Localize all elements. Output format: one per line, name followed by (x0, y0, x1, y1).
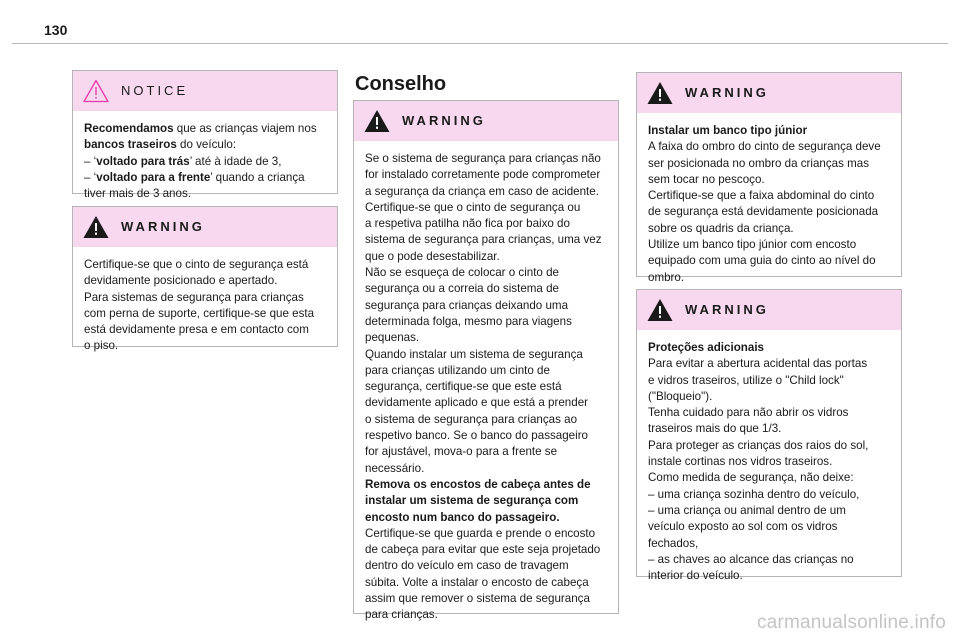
text-line (648, 519, 891, 535)
text-line (365, 347, 608, 363)
warning-header-right-bottom (637, 290, 901, 330)
warning-body-left (73, 247, 337, 355)
warning-triangle-icon (364, 109, 390, 133)
notice-body (73, 111, 337, 202)
warning-label-middle: WARNING (402, 113, 486, 128)
text-run: que o pode desestabilizar. (365, 249, 500, 263)
bold-text: Recomendamos (84, 122, 174, 135)
text-run: para crianças utilizando um cinto de (365, 363, 550, 377)
watermark: carmanualsonline.info (756, 612, 946, 633)
bold-text: bancos traseiros (84, 138, 177, 152)
text-run: respetivo banco. Se o banco do passageiro (365, 429, 589, 443)
text-line (365, 607, 608, 623)
text-line (365, 330, 608, 346)
text-line (84, 170, 327, 186)
text-line (648, 405, 891, 421)
text-run: Quando instalar um sistema de segurança (365, 347, 583, 361)
text-line (365, 281, 608, 297)
text-run: sistema de segurança para crianças, uma vez (365, 233, 602, 247)
text-line (648, 270, 891, 286)
text-line (365, 298, 608, 314)
text-run: ser posicionada no ombro da crianças mas (648, 156, 870, 170)
text-run: fechados, (648, 536, 699, 550)
text-run: Utilize um banco tipo júnior com encosto (648, 238, 857, 252)
warning-triangle-icon (83, 215, 109, 239)
text-line (648, 172, 891, 188)
text-line (365, 510, 608, 526)
text-line (365, 216, 608, 232)
text-line (648, 221, 891, 237)
text-run: o sistema de segurança para crianças ao (365, 412, 578, 426)
bold-text: voltado para a frente (96, 170, 211, 184)
text-run: segurança, certifique-se que este está (365, 380, 562, 394)
warning-label-right-top: WARNING (685, 85, 769, 100)
text-line (365, 558, 608, 574)
text-run: Certifique-se que a faixa abdominal do cinto (648, 189, 875, 203)
warning-label-left: WARNING (121, 219, 205, 234)
text-line (365, 200, 608, 216)
warning-body-right-bottom (637, 330, 901, 584)
text-run: – ‘ (84, 154, 97, 168)
text-run: traseiros mais do que 1/3. (648, 422, 782, 436)
text-line (84, 290, 327, 306)
text-line (648, 123, 891, 139)
text-line (648, 454, 891, 470)
notice-triangle-icon (83, 79, 109, 103)
text-line (648, 356, 891, 372)
text-line (365, 249, 608, 265)
text-run: Certifique-se que o cinto de segurança está (84, 258, 309, 271)
warning-box-middle (353, 100, 619, 622)
text-line (648, 253, 891, 269)
text-run: com perna de suporte, certifique-se que esta (84, 306, 315, 320)
text-run: dentro do veículo em caso de travagem (365, 559, 569, 573)
warning-triangle-icon (647, 81, 673, 105)
text-line (84, 121, 327, 137)
warning-box-right-top (636, 72, 902, 284)
warning-box-right-bottom (636, 289, 902, 583)
text-line (365, 395, 608, 411)
notice-label: NOTICE (121, 83, 189, 98)
text-run: ’ quando a criança (210, 170, 305, 184)
text-run: ’ até à idade de 3, (189, 154, 282, 168)
text-line (365, 379, 608, 395)
text-run: súbita. Volte a instalar o encosto de cabeça (365, 575, 589, 589)
text-run: do veículo: (176, 138, 237, 152)
text-run: – as chaves ao alcance das crianças no (648, 552, 854, 566)
warning-body-middle (354, 141, 618, 624)
text-line (365, 428, 608, 444)
text-run: ("Bloqueio"). (648, 389, 713, 403)
text-run: devidamente aplicado e que está a prender (365, 396, 589, 410)
text-run: sobre os quadris da criança. (648, 221, 794, 235)
text-run: e vidros traseiros, utilize o "Child lock" (648, 373, 844, 387)
text-run: – ‘ (84, 170, 97, 184)
text-run: sem tocar no pescoço. (648, 172, 765, 186)
text-line (84, 154, 327, 170)
text-line (365, 575, 608, 591)
notice-header (73, 71, 337, 111)
text-line (365, 184, 608, 200)
text-line (84, 186, 327, 202)
text-line (648, 340, 891, 356)
text-line (648, 156, 891, 172)
text-run: equipado com uma guia do cinto ao nível do (648, 254, 876, 268)
text-line (648, 487, 891, 503)
bold-text: instalar um sistema de segurança com (365, 494, 579, 508)
text-line (365, 151, 608, 167)
text-line (648, 421, 891, 437)
warning-body-right-top (637, 113, 901, 286)
text-line (648, 470, 891, 486)
warning-header-left (73, 207, 337, 247)
text-run: necessário. (365, 461, 425, 475)
page-number: 130 (44, 22, 68, 38)
text-line (648, 139, 891, 155)
text-run: o piso. (84, 339, 119, 353)
text-line (365, 591, 608, 607)
text-run: tiver mais de 3 anos. (84, 187, 191, 201)
text-run: a respetiva patilha não fica por baixo do (365, 217, 570, 231)
text-run: ombro. (648, 270, 685, 284)
text-line (648, 568, 891, 584)
text-run: Se o sistema de segurança para crianças não (365, 152, 601, 165)
text-run: for instalado corretamente pode comprometer (365, 168, 601, 182)
text-line (365, 363, 608, 379)
text-run: pequenas. (365, 331, 420, 345)
text-line (648, 503, 891, 519)
text-line (365, 314, 608, 330)
text-line (648, 438, 891, 454)
text-line (365, 477, 608, 493)
warning-triangle-icon (647, 298, 673, 322)
text-line (365, 526, 608, 542)
text-run: que as crianças viajem nos (173, 122, 317, 135)
text-run: instale cortinas nos vidros traseiros. (648, 455, 833, 469)
bold-text: Instalar um banco tipo júnior (648, 124, 808, 137)
text-run: A faixa do ombro do cinto de segurança deve (648, 140, 881, 154)
text-line (365, 542, 608, 558)
text-line (365, 265, 608, 281)
text-line (84, 273, 327, 289)
text-line (648, 204, 891, 220)
text-run: Certifique-se que o cinto de segurança ou (365, 200, 581, 214)
top-divider (12, 43, 948, 44)
text-line (84, 257, 327, 273)
text-line (365, 461, 608, 477)
text-run: Como medida de segurança, não deixe: (648, 471, 854, 485)
text-line (84, 338, 327, 354)
text-run: está devidamente presa e em contacto com (84, 323, 309, 337)
text-line (84, 322, 327, 338)
text-line (365, 444, 608, 460)
text-line (365, 167, 608, 183)
text-line (84, 306, 327, 322)
text-line (365, 493, 608, 509)
text-line (84, 137, 327, 153)
text-run: de cabeça para evitar que este seja projetado (365, 543, 601, 557)
warning-box-left (72, 206, 338, 353)
text-run: Certifique-se que guarda e prende o encosto (365, 526, 596, 540)
text-run: veículo exposto ao sol com os vidros (648, 520, 838, 534)
text-line (648, 188, 891, 204)
text-run: de segurança está devidamente posicionada (648, 205, 879, 219)
text-line (365, 232, 608, 248)
text-run: segurança ou a correia do sistema de (365, 282, 559, 296)
section-title: Conselho (355, 73, 447, 95)
text-run: segurança para crianças deixando uma (365, 298, 569, 312)
warning-header-right-top (637, 73, 901, 113)
text-run: for ajustável, mova-o para a frente se (365, 445, 558, 459)
text-run: Tenha cuidado para não abrir os vidros (648, 406, 849, 420)
text-run: para crianças. (365, 608, 438, 622)
text-run: Para proteger as crianças dos raios do sol, (648, 438, 869, 452)
text-run: assim que remover o sistema de segurança (365, 592, 590, 606)
text-run: determinada folga, mesmo para viagens (365, 314, 572, 328)
text-line (648, 552, 891, 568)
text-run: devidamente posicionado e apertado. (84, 274, 278, 288)
text-run: a segurança da criança em caso de acidente. (365, 184, 599, 198)
bold-text: encosto num banco do passageiro. (365, 510, 560, 524)
text-line (648, 237, 891, 253)
text-run: interior do veículo. (648, 569, 743, 583)
text-line (365, 412, 608, 428)
text-run: Para sistemas de segurança para crianças (84, 290, 304, 304)
bold-text: voltado para trás (96, 154, 190, 168)
warning-label-right-bottom: WARNING (685, 302, 769, 317)
notice-box (72, 70, 338, 201)
text-line (648, 373, 891, 389)
warning-header-middle (354, 101, 618, 141)
text-line (648, 389, 891, 405)
bold-text: Proteções adicionais (648, 341, 764, 354)
text-run: – uma criança sozinha dentro do veículo, (648, 487, 860, 501)
text-run: Não se esqueça de colocar o cinto de (365, 266, 559, 280)
text-run: Para evitar a abertura acidental das portas (648, 357, 868, 371)
text-line (648, 536, 891, 552)
bold-text: Remova os encostos de cabeça antes de (365, 477, 591, 491)
text-run: – uma criança ou animal dentro de um (648, 503, 846, 517)
